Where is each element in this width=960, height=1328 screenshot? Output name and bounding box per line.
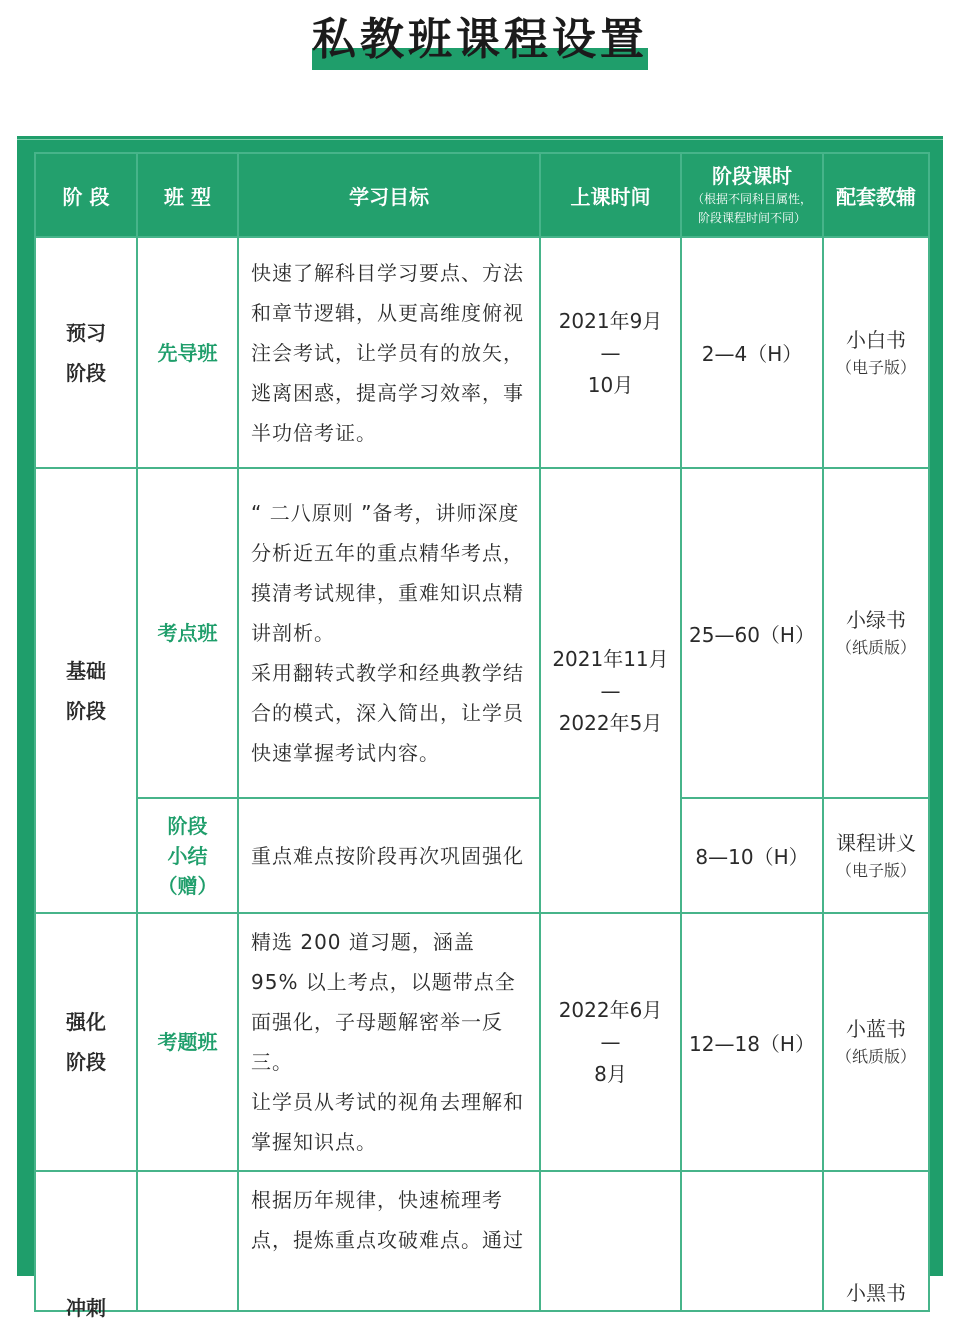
hours-cell: 8—10（H）	[681, 798, 823, 913]
goal-paragraph: 精选 200 道习题，涵盖 95% 以上考点，以题带点全面强化，子母题解密举一反三。	[251, 930, 516, 1074]
header-row	[35, 153, 929, 237]
time-start: 2022年6月	[558, 998, 663, 1022]
goal-cell	[238, 1171, 540, 1311]
header-hours-note-2: 阶段课程时间不同）	[697, 211, 806, 225]
class-type-cell	[137, 913, 238, 1171]
time-dash: —	[600, 678, 621, 703]
goal-paragraph: 采用翻转式教学和经典教学结合的模式，深入简出，让学员快速掌握考试内容。	[251, 661, 524, 765]
goal-cell	[238, 468, 540, 798]
stage-line: 阶段	[66, 698, 106, 723]
hours-cell: 12—18（H）	[681, 913, 823, 1171]
book-cell	[823, 1171, 929, 1311]
class-type-cell	[137, 1171, 238, 1311]
header-class-type: 班 型	[137, 153, 238, 237]
book-cell	[823, 798, 929, 913]
time-cell	[540, 1171, 681, 1311]
frame-rule	[17, 139, 943, 140]
book-name: 小蓝书	[846, 1017, 906, 1041]
class-type-cell	[137, 468, 238, 798]
goal-paragraph: 重点难点按阶段再次巩固强化	[251, 843, 524, 868]
header-book: 配套教辅	[823, 153, 929, 237]
book-name: 小黑书	[846, 1281, 906, 1305]
goal-cell	[238, 798, 540, 913]
book-cell	[823, 468, 929, 798]
hours-cell: 25—60（H）	[681, 468, 823, 798]
stage-line: 预习	[66, 320, 106, 345]
header-hours-label: 阶段课时	[712, 164, 792, 188]
time-dash: —	[600, 1030, 621, 1054]
time-cell	[540, 237, 681, 468]
stage-line: 基础	[66, 658, 106, 683]
stage-cell	[35, 913, 137, 1171]
book-name: 小绿书	[846, 608, 906, 632]
time-start: 2021年11月	[552, 646, 669, 671]
stage-cell	[35, 1171, 137, 1320]
stage-line: 阶段	[66, 1050, 106, 1074]
time-cell	[540, 913, 681, 1171]
goal-cell	[238, 913, 540, 1171]
book-name: 小白书	[846, 327, 906, 352]
time-end: 10月	[587, 372, 634, 397]
header-hours	[681, 153, 823, 237]
course-table	[34, 152, 930, 1320]
book-edition: （纸质版）	[835, 1047, 916, 1066]
book-cell	[823, 913, 929, 1171]
stage-cell	[35, 468, 137, 913]
header-stage: 阶 段	[35, 153, 137, 237]
stage-line: 阶段	[66, 360, 106, 385]
table-row	[35, 1171, 929, 1311]
class-type-line: 阶段	[167, 813, 208, 838]
header-hours-note-1: （根据不同科目属性，	[691, 192, 812, 206]
hours-cell	[681, 1171, 823, 1311]
book-name: 课程讲义	[836, 830, 916, 855]
header-time: 上课时间	[540, 153, 681, 237]
table-row	[35, 913, 929, 1171]
time-dash: —	[600, 340, 621, 365]
class-type-cell	[137, 237, 238, 468]
time-end: 2022年5月	[558, 710, 663, 735]
page-title: 私教班课程设置	[312, 14, 648, 65]
class-type-line: 考点班	[157, 621, 218, 645]
goal-cell	[238, 237, 540, 468]
title-area	[0, 0, 960, 80]
stage-line: 强化	[66, 1010, 106, 1034]
class-type-line: 考题班	[157, 1030, 218, 1054]
stage-line: 冲刺	[66, 1296, 106, 1320]
time-end: 8月	[594, 1062, 627, 1086]
class-type-cell	[137, 798, 238, 913]
header-goal: 学习目标	[238, 153, 540, 237]
book-edition: （纸质版）	[835, 638, 916, 657]
book-cell	[823, 237, 929, 468]
time-start: 2021年9月	[558, 308, 663, 333]
hours-cell: 2—4（H）	[681, 237, 823, 468]
time-cell	[540, 468, 681, 913]
table-row	[35, 798, 929, 913]
stage-cell	[35, 237, 137, 468]
goal-paragraph: 根据历年规律，快速梳理考点，提炼重点攻破难点。通过	[251, 1188, 524, 1252]
goal-paragraph: 快速了解科目学习要点、方法和章节逻辑，从更高维度俯视注会考试，让学员有的放矢，逃离困惑，提高学习效率，事半功倍考证。	[251, 260, 524, 445]
class-type-line: （赠）	[157, 873, 218, 898]
goal-paragraph: “ 二八原则 ”备考，讲师深度分析近五年的重点精华考点，摸清考试规律，重难知识点精讲剖析。	[251, 501, 524, 645]
table-row	[35, 468, 929, 798]
class-type-line: 先导班	[157, 340, 218, 365]
table-row	[35, 237, 929, 468]
class-type-line: 小结	[167, 843, 208, 868]
book-edition: （电子版）	[835, 357, 916, 377]
goal-paragraph: 让学员从考试的视角去理解和掌握知识点。	[251, 1090, 524, 1154]
book-edition: （电子版）	[835, 860, 916, 880]
